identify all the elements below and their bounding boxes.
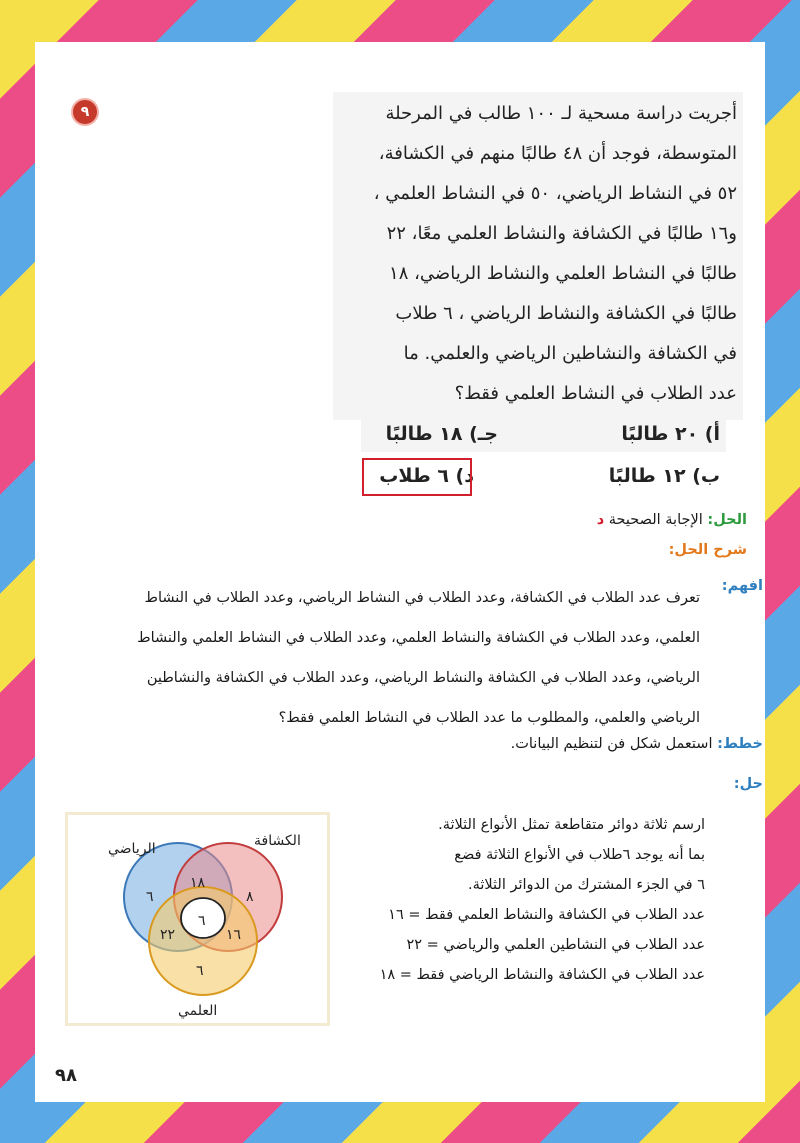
question-line: طالبًا في الكشافة والنشاط الرياضي ، ٦ طلاب (395, 303, 737, 324)
option-a[interactable]: أ) ٢٠ طالبًا (621, 423, 720, 445)
understand-line: العلمي، وعدد الطلاب في الكشافة والنشاط العلمي، وعدد الطلاب في النشاط العلمي والنشاط (137, 630, 700, 646)
explain-label: شرح الحل: (668, 542, 747, 558)
solution-answer-line (597, 512, 747, 528)
solve-line: عدد الطلاب في النشاطين العلمي والرياضي = ٢٢ (406, 937, 705, 953)
question-line: طالبًا في النشاط العلمي والنشاط الرياضي، ١٨ (389, 263, 737, 284)
correct-answer-highlight (362, 458, 472, 496)
solve-line: عدد الطلاب في الكشافة والنشاط الرياضي فقط = ١٨ (379, 967, 705, 983)
page (35, 42, 765, 1102)
scouts-label: الكشافة (254, 833, 301, 849)
solve-text (380, 810, 705, 990)
solve-line: ارسم ثلاثة دوائر متقاطعة تمثل الأنواع الثلاثة. (438, 817, 705, 833)
option-c[interactable]: جـ) ١٨ طالبًا (385, 423, 498, 445)
understand-text (137, 578, 700, 738)
venn-svg (68, 815, 327, 1023)
options-row-1 (361, 416, 726, 452)
sports-only-value: ٦ (146, 889, 154, 905)
science-only-value: ٦ (196, 963, 204, 979)
science-label: العلمي (178, 1003, 218, 1019)
solve-label: حل: (733, 776, 763, 792)
understand-label: افهم: (721, 578, 763, 594)
sports-science-value: ٢٢ (160, 927, 176, 943)
plan-text: استعمل شكل فن لتنظيم البيانات. (510, 736, 713, 752)
question-box (333, 92, 743, 420)
all-three-value: ٦ (198, 913, 206, 929)
understand-line: الرياضي، وعدد الطلاب في الكشافة والنشاط الرياضي، وعدد الطلاب في الكشافة والنشاطين (146, 670, 700, 686)
question-number-badge: ٩ (71, 98, 99, 126)
question-line: أجريت دراسة مسحية لـ ١٠٠ طالب في المرحلة (385, 103, 737, 124)
option-d[interactable]: د) ٦ طلاب (379, 465, 474, 487)
venn-diagram (65, 812, 330, 1026)
option-b[interactable]: ب) ١٢ طالبًا (608, 465, 720, 487)
solution-label: الحل: (707, 512, 747, 528)
understand-line: تعرف عدد الطلاب في الكشافة، وعدد الطلاب في النشاط الرياضي، وعدد الطلاب في النشاط (144, 590, 700, 606)
scouts-science-value: ١٦ (226, 927, 242, 943)
sports-label: الرياضي (108, 841, 156, 857)
question-line: في الكشافة والنشاطين الرياضي والعلمي. ما (403, 343, 737, 364)
answer-letter: د (596, 512, 605, 528)
scouts-only-value: ٨ (246, 889, 254, 905)
question-line: عدد الطلاب في النشاط العلمي فقط؟ (454, 383, 737, 404)
solve-line: بما أنه يوجد ٦طلاب في الأنواع الثلاثة فضع (454, 847, 705, 863)
solve-line: ٦ في الجزء المشترك من الدوائر الثلاثة. (467, 877, 705, 893)
understand-line: الرياضي والعلمي، والمطلوب ما عدد الطلاب في النشاط العلمي فقط؟ (278, 710, 700, 726)
question-line: ٥٢ في النشاط الرياضي، ٥٠ في النشاط العلمي ، (373, 183, 737, 204)
question-line: و١٦ طالبًا في الكشافة والنشاط العلمي معًا، ٢٢ (386, 223, 737, 244)
plan-line (511, 736, 763, 752)
sports-scouts-value: ١٨ (190, 875, 206, 891)
solve-line: عدد الطلاب في الكشافة والنشاط العلمي فقط = ١٦ (388, 907, 705, 923)
answer-text: الإجابة الصحيحة (608, 512, 703, 528)
page-number: ٩٨ (55, 1065, 77, 1086)
question-line: المتوسطة، فوجد أن ٤٨ طالبًا منهم في الكشافة، (378, 143, 737, 164)
plan-label: خطط: (717, 736, 763, 752)
